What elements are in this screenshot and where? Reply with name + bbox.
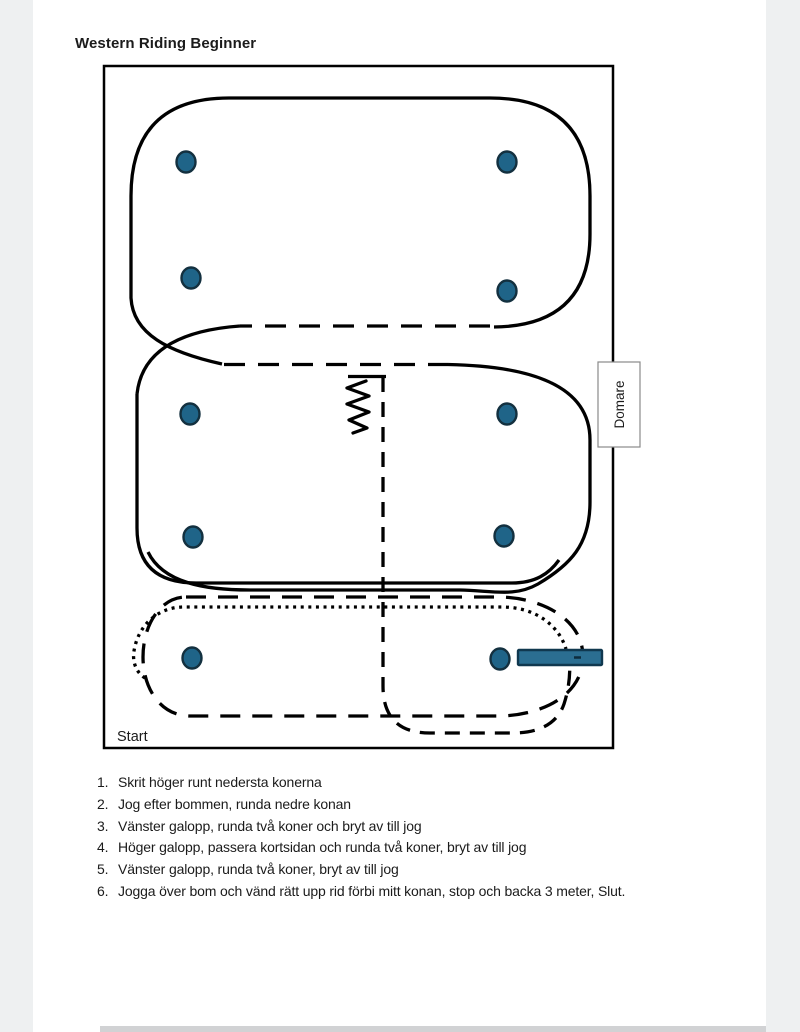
- instruction-item: [97, 772, 717, 794]
- instruction-text: Jog efter bommen, runda nedre konan: [118, 795, 351, 812]
- instruction-text: Jogga över bom och vänd rätt upp rid förbi mitt konan, stop och backa 3 meter, Slut.: [118, 882, 626, 899]
- cone: [181, 404, 200, 425]
- cone: [177, 152, 196, 173]
- judge-label: Domare: [612, 380, 628, 429]
- ground-pole: [518, 650, 602, 665]
- cone: [495, 526, 514, 547]
- instruction-number: 4.: [97, 839, 109, 856]
- instruction-number: 6.: [97, 882, 109, 899]
- instruction-text: Vänster galopp, runda två koner, bryt av till jog: [118, 861, 399, 878]
- zigzag-mark: [347, 381, 369, 433]
- cone: [498, 152, 517, 173]
- instruction-item: [97, 816, 717, 838]
- cone: [498, 404, 517, 425]
- instruction-text: Vänster galopp, runda två koner och bryt av till jog: [118, 817, 422, 834]
- instruction-number: 5.: [97, 861, 109, 878]
- cone: [184, 527, 203, 548]
- instruction-text: Skrit höger runt nedersta konerna: [118, 774, 322, 790]
- instruction-number: 1.: [97, 774, 109, 790]
- instruction-number: 3.: [97, 817, 109, 834]
- cone: [498, 281, 517, 302]
- page-title: Western Riding Beginner: [75, 35, 257, 52]
- top-loop-solid-path: [131, 98, 590, 364]
- instruction-item: [97, 859, 717, 881]
- cone: [491, 649, 510, 670]
- start-label: Start: [117, 729, 148, 745]
- middle-loop-right-sweep: [148, 365, 590, 593]
- cone: [183, 648, 202, 669]
- middle-loop-left-bottom: [137, 394, 559, 583]
- center-dashed-line: [383, 377, 570, 733]
- instruction-text: Höger galopp, passera kortsidan och runda två koner, bryt av till jog: [118, 839, 527, 856]
- instruction-item: [97, 881, 717, 903]
- instruction-item: [97, 837, 717, 859]
- instruction-item: [97, 794, 717, 816]
- instruction-list: [97, 772, 717, 903]
- cone: [182, 268, 201, 289]
- instruction-number: 2.: [97, 795, 109, 812]
